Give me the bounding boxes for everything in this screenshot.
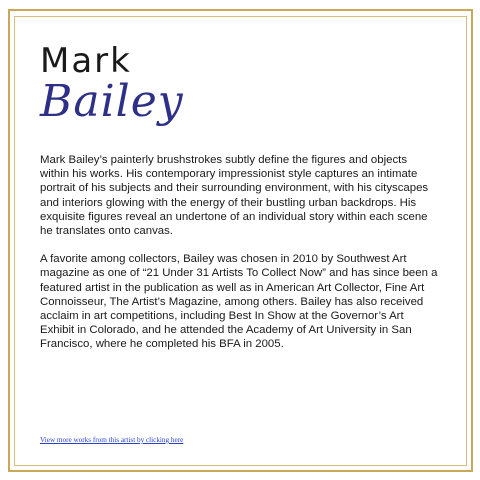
artist-bio: [40, 153, 438, 366]
bio-paragraph-2: A favorite among collectors, Bailey was chosen in 2010 by Southwest Art magazine as one of “21 Under 31 Artists To Collect Now” and has since been a featured artist in the publication as well as in American Art Collector, Fine Art Connoisseur, The Artist’s Magazine, among others. Bailey has also received acclaim in art competitions, including Best In Show at the Governor’s Art Exhibit in Colorado, and he attended the Academy of Art University in San Francisco, where he completed his BFA in 2005.: [40, 253, 438, 351]
artist-last-name: Bailey: [40, 76, 184, 127]
view-more-works-link[interactable]: View more works from this artist by clicking here: [40, 436, 184, 444]
artist-first-name: Mark: [40, 41, 132, 81]
bio-paragraph-1: Mark Bailey’s painterly brushstrokes subtly define the figures and objects within his works. His contemporary impressionist style captures an intimate portrait of his subjects and their surrounding environment, with his cityscapes and interiors glowing with the energy of their bustling urban backdrops. His exquisite figures reveal an undertone of an individual story within each scene he translates onto canvas.: [40, 154, 429, 238]
